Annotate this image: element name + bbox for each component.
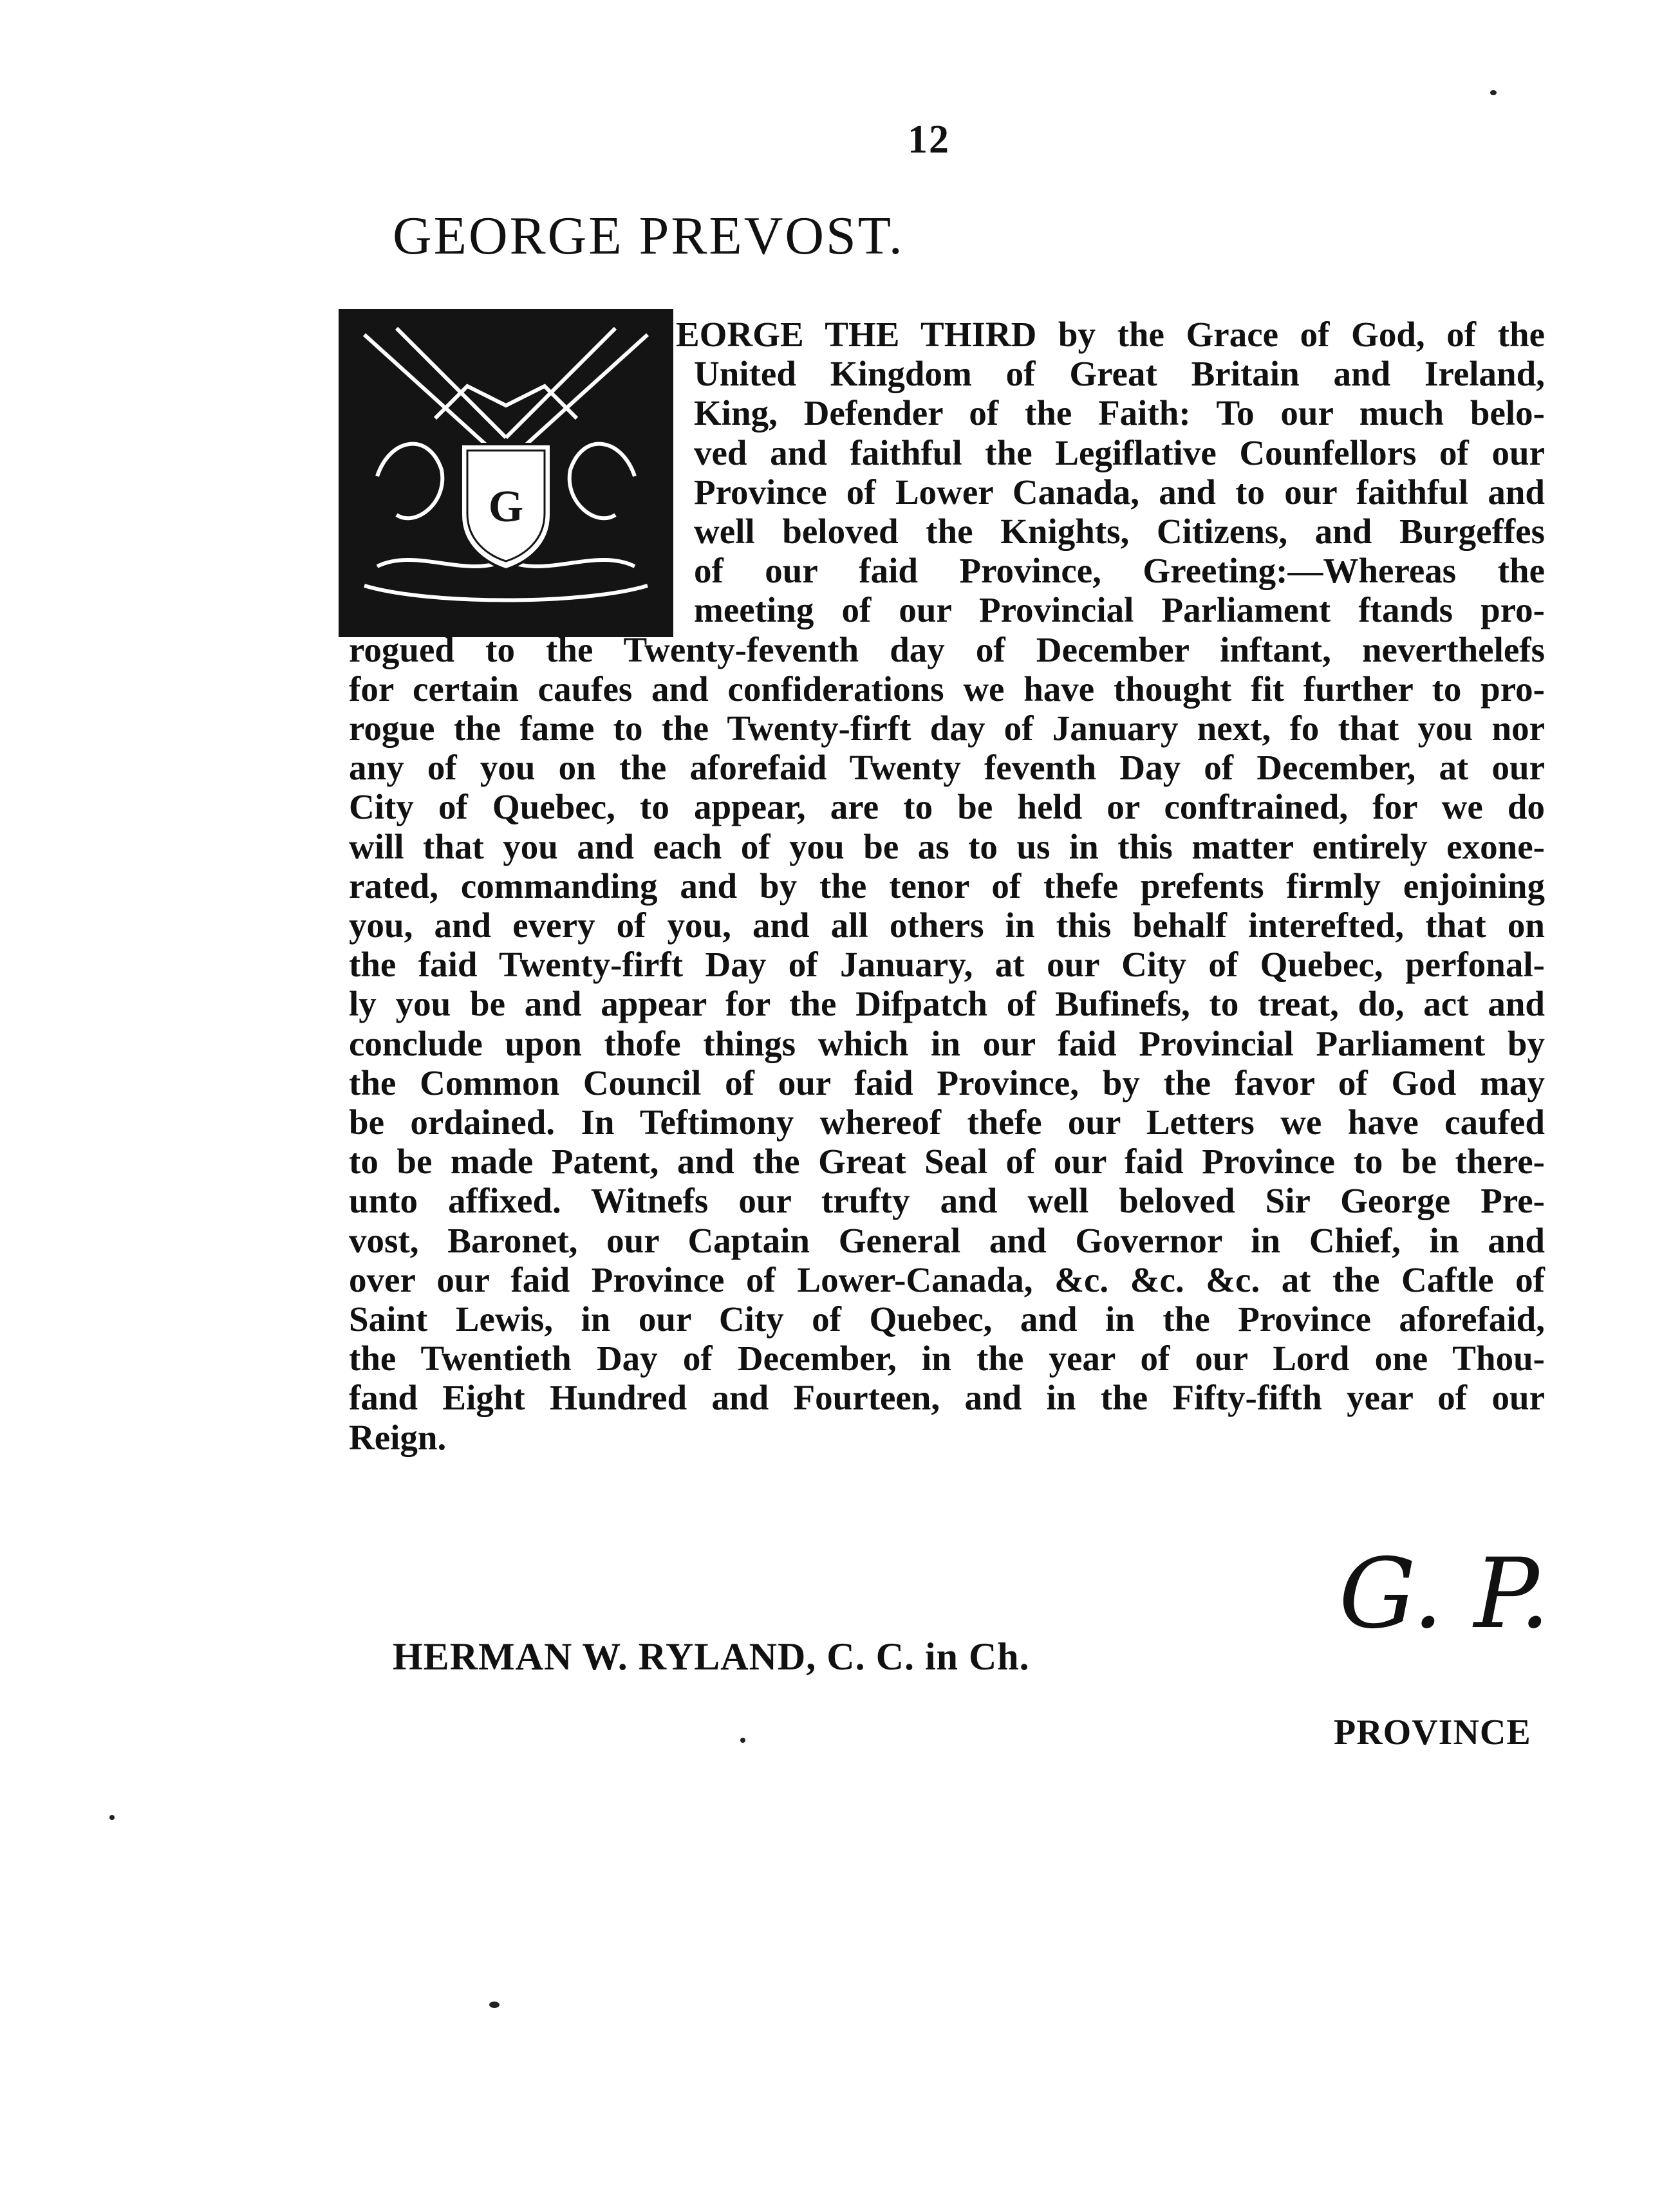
text-line: rogue the fame to the Twenty-firft day of January next, fo that you nor [349, 709, 1545, 748]
text-line: rogued to the Twenty-feventh day of December inftant, neverthelefs [349, 630, 1545, 669]
text-line: meeting of our Provincial Parliament ftands pro- [694, 590, 1545, 629]
catchword: PROVINCE [1334, 1713, 1531, 1752]
text-line: over our faid Province of Lower-Canada, &c. &c. &c. at the Caftle of [349, 1260, 1545, 1299]
text-line: ved and faithful the Legiflative Counfellors of our [694, 433, 1545, 472]
text-line: well beloved the Knights, Citizens, and Burgeffes [694, 512, 1545, 551]
text-line: be ordained. In Teftimony whereof thefe our Letters we have caufed [349, 1102, 1545, 1142]
text-line: to be made Patent, and the Great Seal of our faid Province to be there- [349, 1142, 1545, 1181]
ink-speck [489, 2002, 500, 2008]
text-line: of our faid Province, Greeting:—Whereas the [694, 551, 1545, 590]
text-line: ly you be and appear for the Difpatch of Bufinefs, to treat, do, act and [349, 984, 1545, 1023]
text-line: will that you and each of you be as to us in this matter entirely exone- [349, 827, 1545, 866]
crest-letter: G [488, 482, 524, 532]
countersignature: HERMAN W. RYLAND, C. C. in Ch. [393, 1635, 1030, 1678]
text-line: rated, commanding and by the tenor of thefe prefents firmly enjoining [349, 866, 1545, 906]
text-line: you, and every of you, and all others in this behalf interefted, that on [349, 906, 1545, 945]
ink-speck [1490, 90, 1497, 95]
royal-coat-of-arms-icon [339, 309, 673, 637]
text-line: for certain caufes and confiderations we have thought fit further to pro- [349, 669, 1545, 709]
page-number: 12 [908, 118, 950, 162]
text-line: the Twentieth Day of December, in the year of our Lord one Thou- [349, 1339, 1545, 1378]
text-line: Reign. [349, 1418, 447, 1457]
text-line: City of Quebec, to appear, are to be held or conftrained, for we do [349, 787, 1545, 826]
ink-speck [109, 1815, 115, 1820]
text-line: any of you on the aforefaid Twenty feventh Day of December, at our [349, 748, 1545, 787]
text-line: fand Eight Hundred and Fourteen, and in the Fifty-fifth year of our [349, 1378, 1545, 1417]
text-line: United Kingdom of Great Britain and Ireland, [694, 354, 1545, 393]
page-heading: GEORGE PREVOST. [393, 206, 904, 266]
text-line: the Common Council of our faid Province, by the favor of God may [349, 1063, 1545, 1102]
signature-initials: G. P. [1339, 1538, 1551, 1650]
text-line: vost, Baronet, our Captain General and Governor in Chief, in and [349, 1221, 1545, 1260]
text-line: unto affixed. Witnefs our trufty and well beloved Sir George Pre- [349, 1181, 1545, 1220]
ink-speck [740, 1738, 745, 1743]
text-line: the faid Twenty-firft Day of January, at our City of Quebec, perfonal- [349, 945, 1545, 984]
text-line: conclude upon thofe things which in our faid Provincial Parliament by [349, 1024, 1545, 1063]
text-line: King, Defender of the Faith: To our much belo- [694, 393, 1545, 432]
text-line: Saint Lewis, in our City of Quebec, and in the Province aforefaid, [349, 1299, 1545, 1339]
text-line: Province of Lower Canada, and to our faithful and [694, 472, 1545, 512]
text-line: EORGE THE THIRD by the Grace of God, of the [676, 315, 1545, 354]
